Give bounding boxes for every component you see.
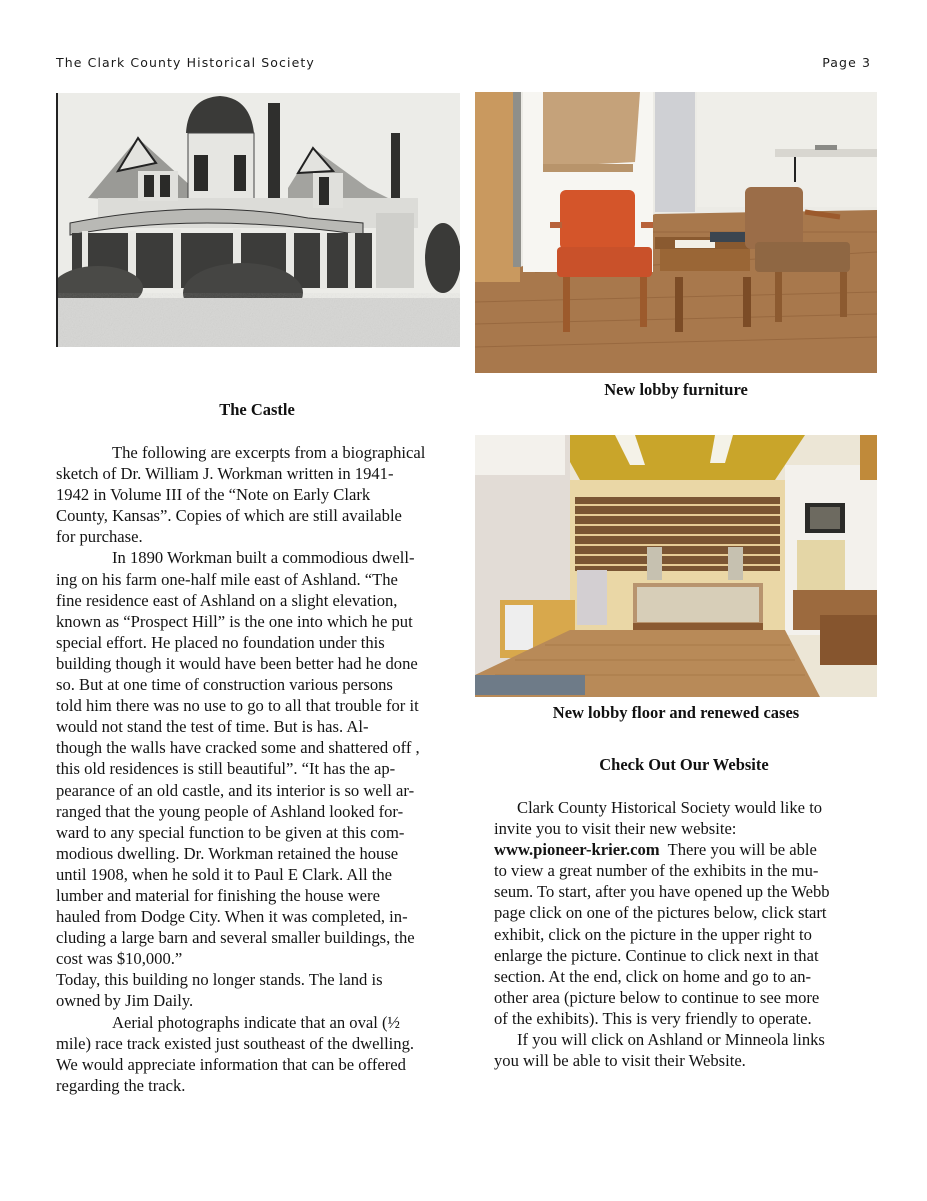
text-line: you will be able to visit their Website. bbox=[494, 1051, 746, 1071]
caption-lobby-floor: New lobby floor and renewed cases bbox=[552, 703, 800, 722]
lobby-furniture-illustration bbox=[475, 92, 877, 373]
text-line: though the walls have cracked some and shattered off , bbox=[56, 738, 420, 758]
text-line: known as “Prospect Hill” is the one into which he put bbox=[56, 611, 413, 631]
text-line: Today, this building no longer stands. The land is bbox=[56, 970, 383, 990]
page-number: Page 3 bbox=[822, 55, 871, 70]
text-line bbox=[494, 839, 884, 860]
text-line: 1942 in Volume III of the “Note on Early Clark bbox=[56, 485, 371, 505]
website-heading: Check Out Our Website bbox=[599, 755, 769, 774]
text-line: enlarge the picture. Continue to click next in that bbox=[494, 945, 819, 965]
castle-photo-illustration bbox=[58, 93, 460, 347]
castle-paragraph-1 bbox=[56, 442, 458, 547]
castle-paragraph-2 bbox=[56, 547, 458, 969]
castle-article bbox=[56, 442, 458, 1096]
text-line: special effort. He placed no foundation under this bbox=[56, 632, 385, 652]
text-line: of the exhibits). This is very friendly to operate. bbox=[494, 1008, 812, 1028]
text-line: fine residence east of Ashland on a slight elevation, bbox=[56, 590, 398, 610]
lobby-floor-illustration bbox=[475, 435, 877, 697]
text-line: this old residences is still beautiful”. “It has the ap- bbox=[56, 759, 396, 779]
text-line: for purchase. bbox=[56, 527, 143, 547]
text-line: County, Kansas”. Copies of which are still available bbox=[56, 506, 402, 526]
text-line: cost was $10,000.” bbox=[56, 949, 183, 969]
castle-paragraph-4 bbox=[56, 1012, 458, 1096]
text-line: pearance of an old castle, and its interior is so well ar- bbox=[56, 780, 415, 800]
text-line: so. But at one time of construction various persons bbox=[56, 675, 393, 695]
text-line: seum. To start, after you have opened up the Webb bbox=[494, 882, 830, 902]
text-line: regarding the track. bbox=[56, 1075, 186, 1095]
castle-paragraph-3 bbox=[56, 969, 458, 1011]
text-line: invite you to visit their new website: bbox=[494, 819, 737, 839]
text-line: mile) race track existed just southeast of the dwelling. bbox=[56, 1033, 415, 1053]
text-line: would not stand the test of time. But is has. Al- bbox=[56, 717, 369, 737]
text-line: cluding a large barn and several smaller buildings, the bbox=[56, 928, 415, 948]
text-line: exhibit, click on the picture in the upper right to bbox=[494, 924, 812, 944]
lobby-furniture-photo bbox=[475, 92, 877, 373]
text-line: section. At the end, click on home and go to an- bbox=[494, 966, 812, 986]
text-line: Aerial photographs indicate that an oval (½ bbox=[112, 1012, 400, 1032]
running-header bbox=[56, 55, 871, 73]
text-line: If you will click on Ashland or Minneola links bbox=[517, 1030, 825, 1050]
text-line: The following are excerpts from a biographical bbox=[112, 443, 426, 462]
text-line: ward to any special function to be given at this com- bbox=[56, 822, 405, 842]
website-url-link[interactable]: www.pioneer-krier.com bbox=[494, 840, 660, 860]
text-line: modious dwelling. Dr. Workman retained the house bbox=[56, 843, 399, 863]
text-fragment: There you will be able bbox=[659, 840, 817, 860]
website-paragraph-2 bbox=[494, 1029, 884, 1071]
publication-title: The Clark County Historical Society bbox=[56, 55, 315, 70]
text-line: ranged that the young people of Ashland looked for- bbox=[56, 801, 404, 821]
text-line: ing on his farm one-half mile east of Ashland. “The bbox=[56, 569, 398, 589]
website-paragraph-1 bbox=[494, 797, 884, 1029]
text-line: until 1908, when he sold it to Paul E Clark. All the bbox=[56, 864, 392, 884]
text-line: sketch of Dr. William J. Workman written in 1941- bbox=[56, 464, 394, 484]
text-line: building though it would have been better had he done bbox=[56, 653, 418, 673]
text-line: told him there was no use to go to all that trouble for it bbox=[56, 696, 419, 716]
text-line: lumber and material for finishing the house were bbox=[56, 885, 380, 905]
text-line: We would appreciate information that can be offered bbox=[56, 1054, 406, 1074]
text-line: hauled from Dodge City. When it was completed, in- bbox=[56, 907, 408, 927]
lobby-floor-photo bbox=[475, 435, 877, 697]
text-line: page click on one of the pictures below, click start bbox=[494, 903, 827, 923]
caption-lobby-furniture: New lobby furniture bbox=[604, 380, 748, 399]
text-line: In 1890 Workman built a commodious dwell- bbox=[112, 548, 415, 568]
text-line: owned by Jim Daily. bbox=[56, 991, 194, 1011]
website-article bbox=[494, 797, 884, 1071]
text-line: to view a great number of the exhibits in the mu- bbox=[494, 861, 819, 881]
text-line: Clark County Historical Society would like to bbox=[517, 798, 823, 817]
castle-photo bbox=[56, 93, 460, 347]
text-line: other area (picture below to continue to see more bbox=[494, 987, 820, 1007]
castle-heading: The Castle bbox=[219, 400, 295, 419]
